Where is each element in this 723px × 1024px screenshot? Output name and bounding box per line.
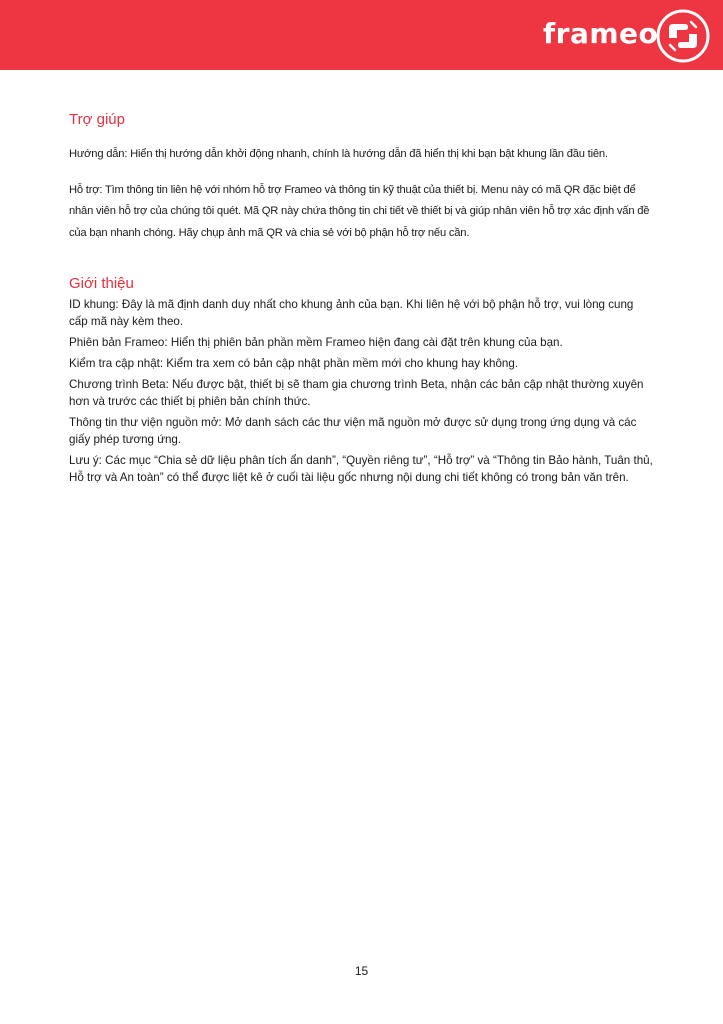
frameo-hands-logo-icon (655, 8, 711, 64)
about-paragraph-beta: Chương trình Beta: Nếu được bật, thiết bị sẽ tham gia chương trình Beta, nhận các bản cập nhật thường xuyên hơn và trước các thiết bị phiên bản chính thức. (69, 378, 644, 408)
page-header (0, 0, 723, 70)
about-paragraph-frame-id: ID khung: Đây là mã định danh duy nhất cho khung ảnh của bạn. Khi liên hệ với bộ phận hỗ trợ, vui lòng cung cấp mã này kèm theo. (69, 298, 634, 328)
help-section-title: Trợ giúp (69, 111, 125, 128)
page-number: 15 (354, 964, 369, 978)
about-section-title: Giới thiệu (69, 275, 134, 292)
about-paragraph-note: Lưu ý: Các mục “Chia sẻ dữ liệu phân tích ẩn danh”, “Quyền riêng tư”, “Hỗ trợ” và “Thông tin Bảo hành, Tuân thủ, Hỗ trợ và An toàn” có thể được liệt kê ở cuối tài liệu gốc nhưng nội dung chi tiết không có trong bản văn trên. (69, 454, 653, 484)
help-paragraph-support: Hỗ trợ: Tìm thông tin liên hệ với nhóm hỗ trợ Frameo và thông tin kỹ thuật của thiết bị. Menu này có mã QR đặc biệt để nhân viên hỗ trợ của chúng tôi quét. Mã QR này chứa thông tin chi tiết về thiết bị và giúp nhân viên hỗ trợ xác định vấn đề của bạn nhanh chóng. Hãy chụp ảnh mã QR và chia sẻ với bộ phận hỗ trợ nếu cần. (69, 183, 650, 239)
about-paragraph-update-check: Kiểm tra cập nhật: Kiểm tra xem có bản cập nhật phần mềm mới cho khung hay không. (69, 357, 519, 370)
help-paragraph-guide: Hướng dẫn: Hiển thị hướng dẫn khởi động nhanh, chính là hướng dẫn đã hiển thị khi bạn bật khung lần đầu tiên. (69, 148, 608, 160)
about-paragraph-open-source: Thông tin thư viện nguồn mở: Mở danh sách các thư viện mã nguồn mở được sử dụng trong ứng dụng và các giấy phép tương ứng. (69, 416, 637, 446)
document-content (69, 110, 654, 490)
about-paragraph-version: Phiên bản Frameo: Hiển thị phiên bản phần mềm Frameo hiện đang cài đặt trên khung của bạn. (69, 336, 563, 349)
brand-wordmark: frameo (543, 17, 659, 50)
